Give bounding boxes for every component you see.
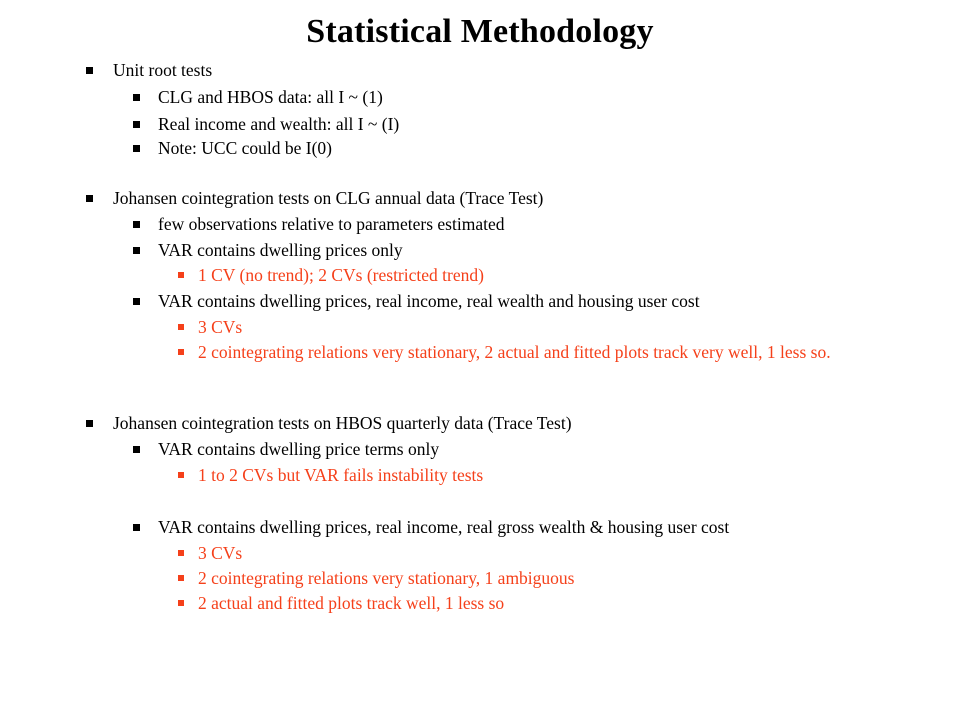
bullet-text: 2 cointegrating relations very stationary, 1 ambiguous <box>198 568 575 588</box>
bullet-marker-icon <box>133 524 140 531</box>
bullet-clg-hbos-data <box>133 88 923 107</box>
bullet-marker-icon <box>86 195 93 202</box>
bullet-text: 2 actual and fitted plots track well, 1 less so <box>198 593 505 613</box>
bullet-3cvs-hbos <box>178 544 878 563</box>
bullet-marker-icon <box>133 247 140 254</box>
bullet-marker-icon <box>133 446 140 453</box>
bullet-text: VAR contains dwelling prices only <box>158 240 403 260</box>
bullet-marker-icon <box>86 67 93 74</box>
bullet-marker-icon <box>178 575 184 581</box>
bullet-text: 3 CVs <box>198 317 243 337</box>
bullet-var-dwelling-price-terms <box>133 440 923 459</box>
bullet-cointegrating-relations <box>178 343 858 362</box>
bullet-text: 1 CV (no trend); 2 CVs (restricted trend) <box>198 265 484 285</box>
bullet-johansen-clg <box>86 189 926 208</box>
bullet-text: VAR contains dwelling price terms only <box>158 439 440 459</box>
bullet-var-dwelling-only <box>133 241 923 260</box>
bullet-few-observations <box>133 215 923 234</box>
bullet-text: VAR contains dwelling prices, real income, real wealth and housing user cost <box>158 291 700 311</box>
bullet-text: 3 CVs <box>198 543 243 563</box>
bullet-text: few observations relative to parameters estimated <box>158 214 505 234</box>
bullet-text: Unit root tests <box>113 60 213 80</box>
bullet-marker-icon <box>178 324 184 330</box>
bullet-marker-icon <box>86 420 93 427</box>
bullet-marker-icon <box>178 600 184 606</box>
bullet-cointegrating-ambiguous <box>178 569 878 588</box>
bullet-text: Real income and wealth: all I ~ (I) <box>158 114 400 134</box>
slide-title: Statistical Methodology <box>306 13 654 50</box>
bullet-var-dwelling-income-wealth <box>133 292 923 311</box>
bullet-actual-fitted-plots <box>178 594 878 613</box>
bullet-johansen-hbos <box>86 414 926 433</box>
bullet-var-dwelling-gross-wealth <box>133 518 923 537</box>
bullet-marker-icon <box>178 550 184 556</box>
bullet-text: 2 cointegrating relations very stationary, 2 actual and fitted plots track very well, 1 less so. <box>198 342 831 362</box>
bullet-marker-icon <box>133 145 140 152</box>
bullet-1to2-cvs <box>178 466 878 485</box>
bullet-unit-root-tests <box>86 61 926 80</box>
bullet-1cv-2cvs <box>178 266 878 285</box>
bullet-note-ucc <box>133 139 923 158</box>
bullet-marker-icon <box>133 298 140 305</box>
bullet-marker-icon <box>178 472 184 478</box>
bullet-marker-icon <box>178 349 184 355</box>
bullet-marker-icon <box>133 221 140 228</box>
bullet-marker-icon <box>133 121 140 128</box>
bullet-text: CLG and HBOS data: all I ~ (1) <box>158 87 383 107</box>
bullet-marker-icon <box>133 94 140 101</box>
bullet-text: Johansen cointegration tests on HBOS quarterly data (Trace Test) <box>113 413 572 433</box>
bullet-text: Note: UCC could be I(0) <box>158 138 332 158</box>
bullet-text: 1 to 2 CVs but VAR fails instability tests <box>198 465 484 485</box>
bullet-real-income-wealth <box>133 115 923 134</box>
bullet-marker-icon <box>178 272 184 278</box>
bullet-text: VAR contains dwelling prices, real income, real gross wealth & housing user cost <box>158 517 730 537</box>
bullet-3cvs <box>178 318 878 337</box>
bullet-text: Johansen cointegration tests on CLG annual data (Trace Test) <box>113 188 544 208</box>
